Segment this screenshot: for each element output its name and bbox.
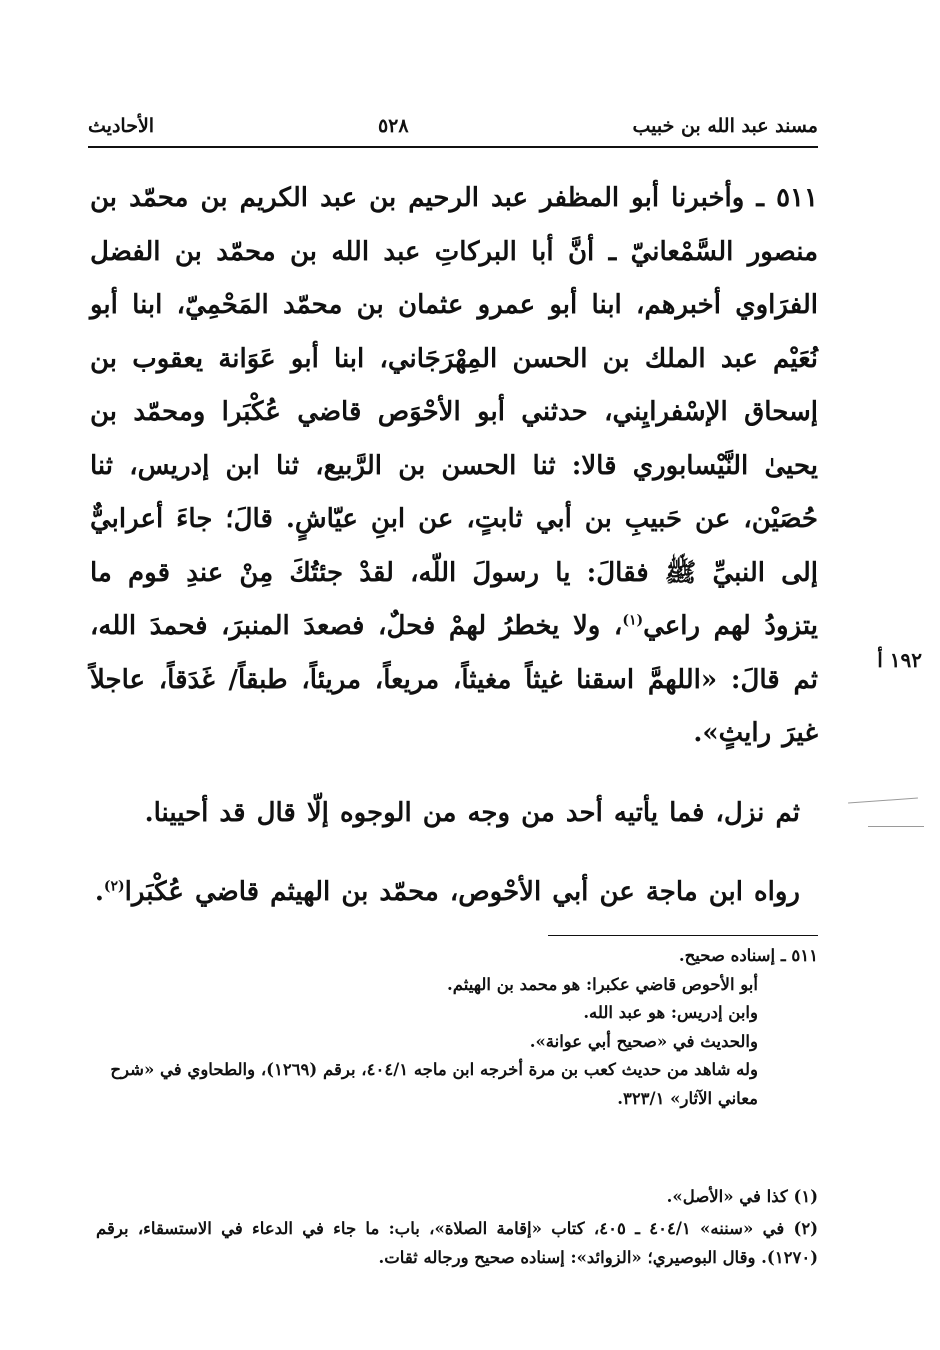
footnote-2: (٢) في «سننه» ٤٠٤/١ ـ ٤٠٥، كتاب «إقامة الصلاة»، باب: ما جاء في الدعاء في الاستسقاء، برقم (١٢٧٠). وقال البوصيري؛ «الزوائد»: إسناده صحيح ورجاله ثقات.: [96, 1219, 819, 1267]
manuscript-folio-note: ١٩٢ أ: [877, 648, 922, 672]
hadith-paragraph: [90, 172, 818, 761]
attribution-paragraph: [90, 866, 818, 920]
header-rule: [88, 146, 818, 148]
commentary-line: أبو الأحوص قاضي عكبرا: هو محمد بن الهيثم.: [447, 974, 758, 994]
main-text: [90, 172, 818, 920]
footnotes: [96, 1182, 818, 1275]
commentary-line: ٥١١ ـ إسناده صحيح.: [678, 946, 818, 965]
commentary-rule: [548, 935, 818, 936]
footnote-ref: (٢): [103, 878, 125, 895]
attribution-text: رواه ابن ماجة عن أبي الأحْوص، محمّد بن الهيثم قاضي عُكْبَرا: [124, 877, 800, 907]
hadith-text-continued: ، ولا يخطرُ لهمْ فحلٌ، فصعدَ المنبرَ، فحمدَ الله، ثم قالَ: «اللهمَّ اسقنا غيثاً مغيثاً، مريعاً، مريئاً، طبقاً/ غَدَقاً، عاجلاً غيرَ رايثٍ».: [90, 611, 818, 748]
commentary-line: وله شاهد من حديث كعب بن مرة أخرجه ابن ماجه ٤٠٤/١، برقم (١٢٦٩)، والطحاوي في «شرح معاني الآثار» ٣٢٣/١.: [110, 1060, 758, 1108]
page-number: ٥٢٨: [377, 115, 409, 137]
attribution-end: .: [94, 877, 104, 907]
hadith-text: ٥١١ ـ وأخبرنا أبو المظفر عبد الرحيم بن عبد الكريم بن محمّد بن منصور السَّمْعانيّ ـ أنَّ أبا البركاتِ عبد الله بن محمّد بن الفضل الفرَاوي أخبرهم، ابنا أبو عمرو عثمان بن محمّد المَحْمِيّ، ابنا أبو نُعَيْم عبد الملك بن الحسن المِهْرَجَاني، ابنا أبو عَوَانة يعقوب بن إسحاق الإسْفرايِني، حدثني أبو الأحْوَص قاضي عُكْبَرا ومحمّد بن يحيىٰ النَّيْسابوري قالا: ثنا الحسن بن الرَّبيع، ثنا ابن إدريس، ثنا حُصَيْن، عن حَبيبِ بن أبي ثابتٍ، عن ابنِ عيّاشٍ. قالَ؛ جاءَ أعرابيٌّ إلى النبيِّ ﷺ فقالَ: يا رسولَ اللّه، لقدْ جئتُكَ مِنْ عندِ قوم ما يتزودُ لهم راعي: [90, 183, 818, 641]
margin-pencil-mark: [848, 798, 918, 804]
footnote-1: (١) كذا في «الأصل».: [666, 1187, 818, 1206]
commentary-line: وابن إدريس: هو عبد الله.: [583, 1003, 758, 1022]
running-header: [88, 108, 818, 144]
editor-commentary: [100, 942, 818, 1113]
footnote-ref: (١): [622, 612, 644, 629]
book-title: مسند عبد الله بن خبيب: [632, 115, 818, 137]
commentary-line: والحديث في «صحيح أبي عوانة».: [529, 1031, 758, 1051]
margin-pencil-mark: [868, 826, 924, 827]
section-title: الأحاديث: [88, 115, 155, 137]
narration-paragraph: ثم نزل، فما يأتيه أحد من وجه من الوجوه إلّا قال قد أحيينا.: [144, 797, 800, 828]
